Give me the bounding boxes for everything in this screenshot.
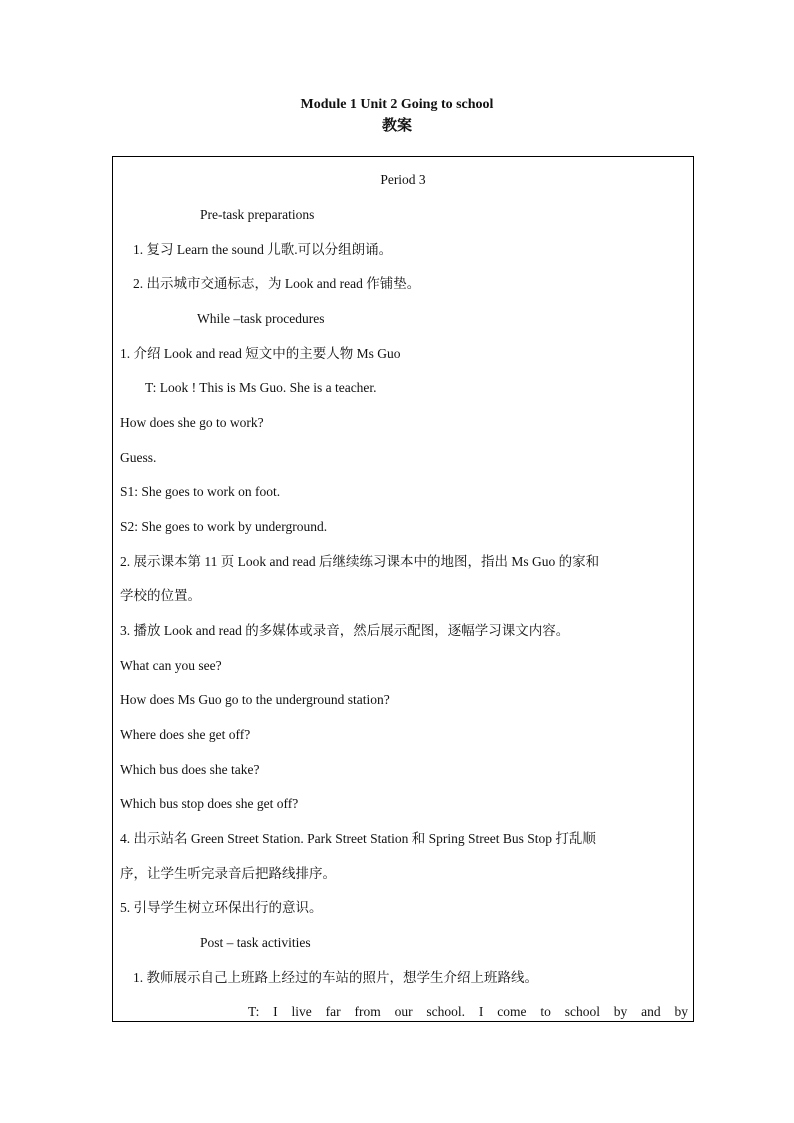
question-line: What can you see? <box>120 658 222 673</box>
while-task-step-4-cont: 序，让学生听完录音后把路线排序。 <box>120 866 336 881</box>
pre-task-item: 1. 复习 Learn the sound 儿歌.可以分组朗诵。 <box>133 242 393 257</box>
while-task-step-1: 1. 介绍 Look and read 短文中的主要人物 Ms Guo <box>120 346 401 361</box>
dialogue-line: T: Look ! This is Ms Guo. She is a teacher. <box>145 380 377 395</box>
while-task-step-3: 3. 播放 Look and read 的多媒体或录音，然后展示配图，逐幅学习课文内容。 <box>120 623 570 638</box>
post-task-teacher-line: T: I live far from our school. I come to school by and by <box>248 1004 688 1019</box>
dialogue-line: S1: She goes to work on foot. <box>120 484 281 499</box>
while-task-step-2: 2. 展示课本第 11 页 Look and read 后继续练习课本中的地图，指出 Ms Guo 的家和 <box>120 554 600 569</box>
post-task-heading: Post – task activities <box>200 935 311 950</box>
lesson-plan-table <box>112 156 694 1022</box>
post-task-item: 1. 教师展示自己上班路上经过的车站的照片，想学生介绍上班路线。 <box>133 970 538 985</box>
question-line: Which bus stop does she get off? <box>120 796 299 811</box>
pre-task-heading: Pre-task preparations <box>200 207 315 222</box>
dialogue-line: How does she go to work? <box>120 415 264 430</box>
while-task-heading: While –task procedures <box>197 311 325 326</box>
question-line: Which bus does she take? <box>120 762 260 777</box>
while-task-step-2-cont: 学校的位置。 <box>120 588 201 603</box>
page-title: Module 1 Unit 2 Going to school <box>300 97 494 112</box>
period-label: Period 3 <box>380 172 426 187</box>
while-task-step-5: 5. 引导学生树立环保出行的意识。 <box>120 900 323 915</box>
pre-task-item: 2. 出示城市交通标志，为 Look and read 作铺垫。 <box>133 276 421 291</box>
page-subtitle: 教案 <box>381 118 412 134</box>
dialogue-line: S2: She goes to work by underground. <box>120 519 328 534</box>
question-line: How does Ms Guo go to the underground station? <box>120 692 390 707</box>
dialogue-line: Guess. <box>120 450 157 465</box>
question-line: Where does she get off? <box>120 727 251 742</box>
while-task-step-4: 4. 出示站名 Green Street Station. Park Street Station 和 Spring Street Bus Stop 打乱顺 <box>120 831 596 846</box>
